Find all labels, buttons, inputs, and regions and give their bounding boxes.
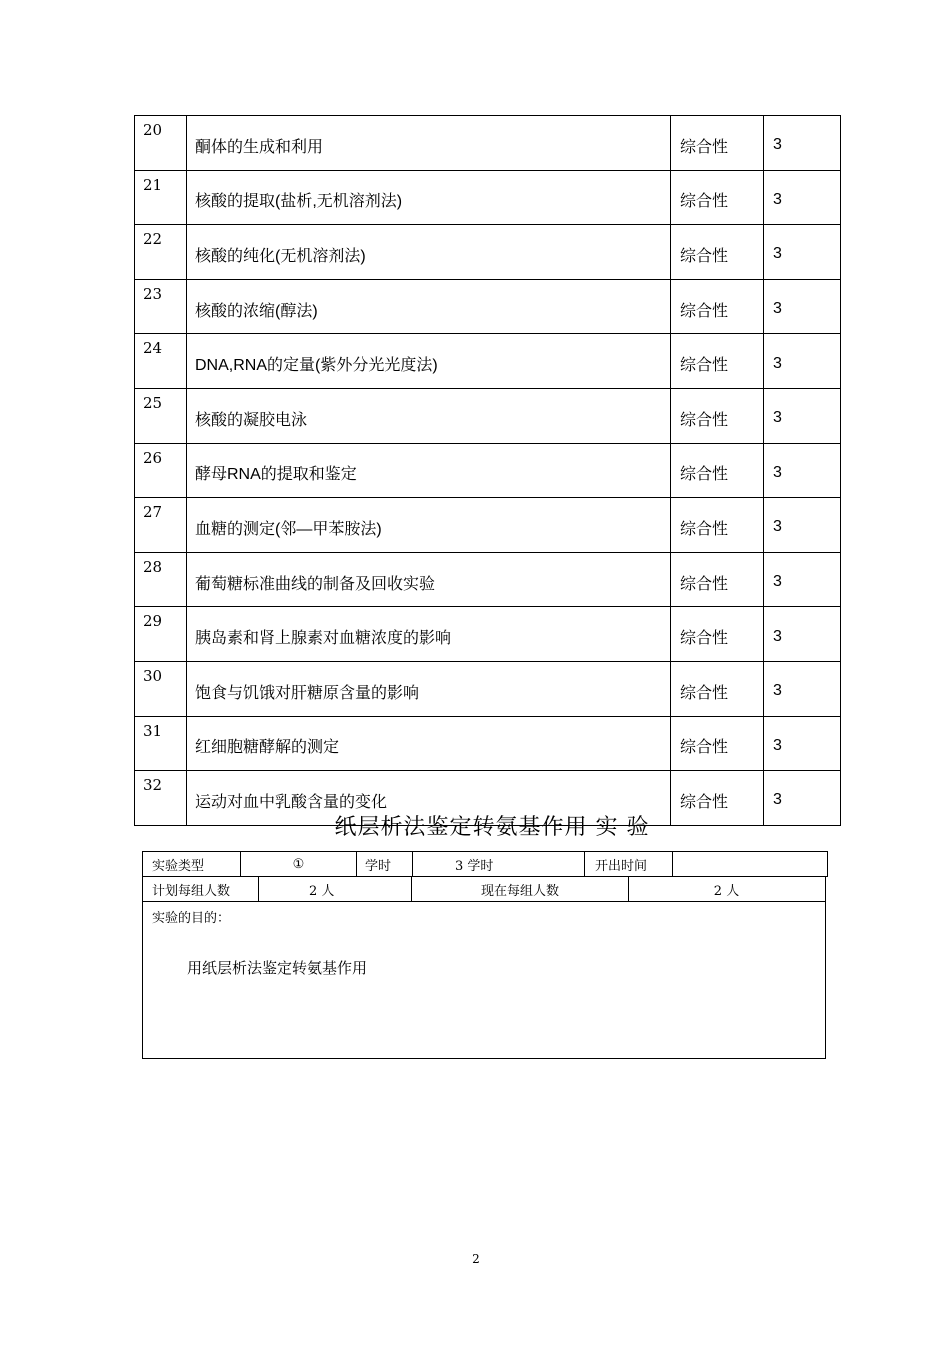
experiment-type: 综合性 [671,334,764,389]
experiment-number: 27 [135,498,187,553]
experiment-number: 32 [135,771,187,826]
experiment-type: 综合性 [671,225,764,280]
experiment-number: 29 [135,607,187,662]
experiment-hours: 3 [764,607,841,662]
experiment-hours: 3 [764,334,841,389]
table-row [135,334,841,389]
experiment-name: 酵母RNA的提取和鉴定 [187,443,671,498]
experiment-number: 28 [135,552,187,607]
planned-group-value: 2 人 [259,877,412,901]
experiment-name: 酮体的生成和利用 [187,116,671,171]
experiment-type: 综合性 [671,607,764,662]
current-group-value: 2 人 [713,883,740,899]
planned-group-label: 计划每组人数 [143,877,259,901]
experiment-number: 26 [135,443,187,498]
experiment-hours: 3 [764,388,841,443]
experiment-type: 综合性 [671,552,764,607]
table-row [135,716,841,771]
experiment-name: DNA,RNA的定量(紫外分光光度法) [187,334,671,389]
experiment-name: 红细胞糖酵解的测定 [187,716,671,771]
hours-label: 学时 [357,852,413,876]
experiment-type: 综合性 [671,388,764,443]
experiment-number: 25 [135,388,187,443]
table-row [135,170,841,225]
open-time-value [673,852,826,876]
experiment-number: 30 [135,661,187,716]
form-row-group-size [142,876,826,902]
experiment-name: 饱食与饥饿对肝糖原含量的影响 [187,661,671,716]
experiment-hours: 3 [764,661,841,716]
experiment-number: 22 [135,225,187,280]
table-row [135,388,841,443]
type-label: 实验类型 [143,852,241,876]
experiment-hours: 3 [764,443,841,498]
experiment-hours: 3 [764,552,841,607]
purpose-text: 用纸层析法鉴定转氨基作用 [187,959,368,977]
experiment-hours: 3 [764,225,841,280]
experiment-type: 综合性 [671,716,764,771]
experiment-hours: 3 [764,771,841,826]
experiment-name: 核酸的纯化(无机溶剂法) [187,225,671,280]
experiment-number: 31 [135,716,187,771]
table-row [135,116,841,171]
experiment-type: 综合性 [671,498,764,553]
experiment-number: 21 [135,170,187,225]
experiment-type: 综合性 [671,170,764,225]
experiment-hours: 3 [764,279,841,334]
experiment-name: 核酸的凝胶电泳 [187,388,671,443]
experiment-hours: 3 [764,170,841,225]
section-title: 纸层析法鉴定转氨基作用 实 验 [334,815,650,840]
experiment-number: 23 [135,279,187,334]
experiment-name: 胰岛素和肾上腺素对血糖浓度的影响 [187,607,671,662]
experiment-hours: 3 [764,716,841,771]
table-row [135,225,841,280]
purpose-box [142,901,826,1059]
experiment-name: 葡萄糖标准曲线的制备及回收实验 [187,552,671,607]
experiment-hours: 3 [764,116,841,171]
experiment-name: 运动对血中乳酸含量的变化 [187,771,671,826]
experiment-number: 20 [135,116,187,171]
experiment-type: 综合性 [671,771,764,826]
experiment-hours: 3 [764,498,841,553]
experiment-table-body [135,116,841,826]
table-row [135,552,841,607]
table-row [135,279,841,334]
experiment-name: 血糖的测定(邻—甲苯胺法) [187,498,671,553]
experiment-type: 综合性 [671,661,764,716]
experiment-table [134,115,841,826]
open-time-label: 开出时间 [585,852,673,876]
experiment-type: 综合性 [671,443,764,498]
form-row-type [142,851,828,877]
table-row [135,661,841,716]
table-row [135,607,841,662]
table-row [135,498,841,553]
table-row [135,443,841,498]
page-number: 2 [472,1252,480,1266]
experiment-number: 24 [135,334,187,389]
hours-value: 3 学时 [413,852,585,876]
type-value: ① [241,852,357,876]
experiment-type: 综合性 [671,116,764,171]
purpose-label: 实验的目的： [152,911,231,926]
experiment-name: 核酸的浓缩(醇法) [187,279,671,334]
current-group-label: 现在每组人数 [412,877,629,901]
experiment-name: 核酸的提取(盐析,无机溶剂法) [187,170,671,225]
experiment-info-form [142,851,826,1059]
experiment-type: 综合性 [671,279,764,334]
